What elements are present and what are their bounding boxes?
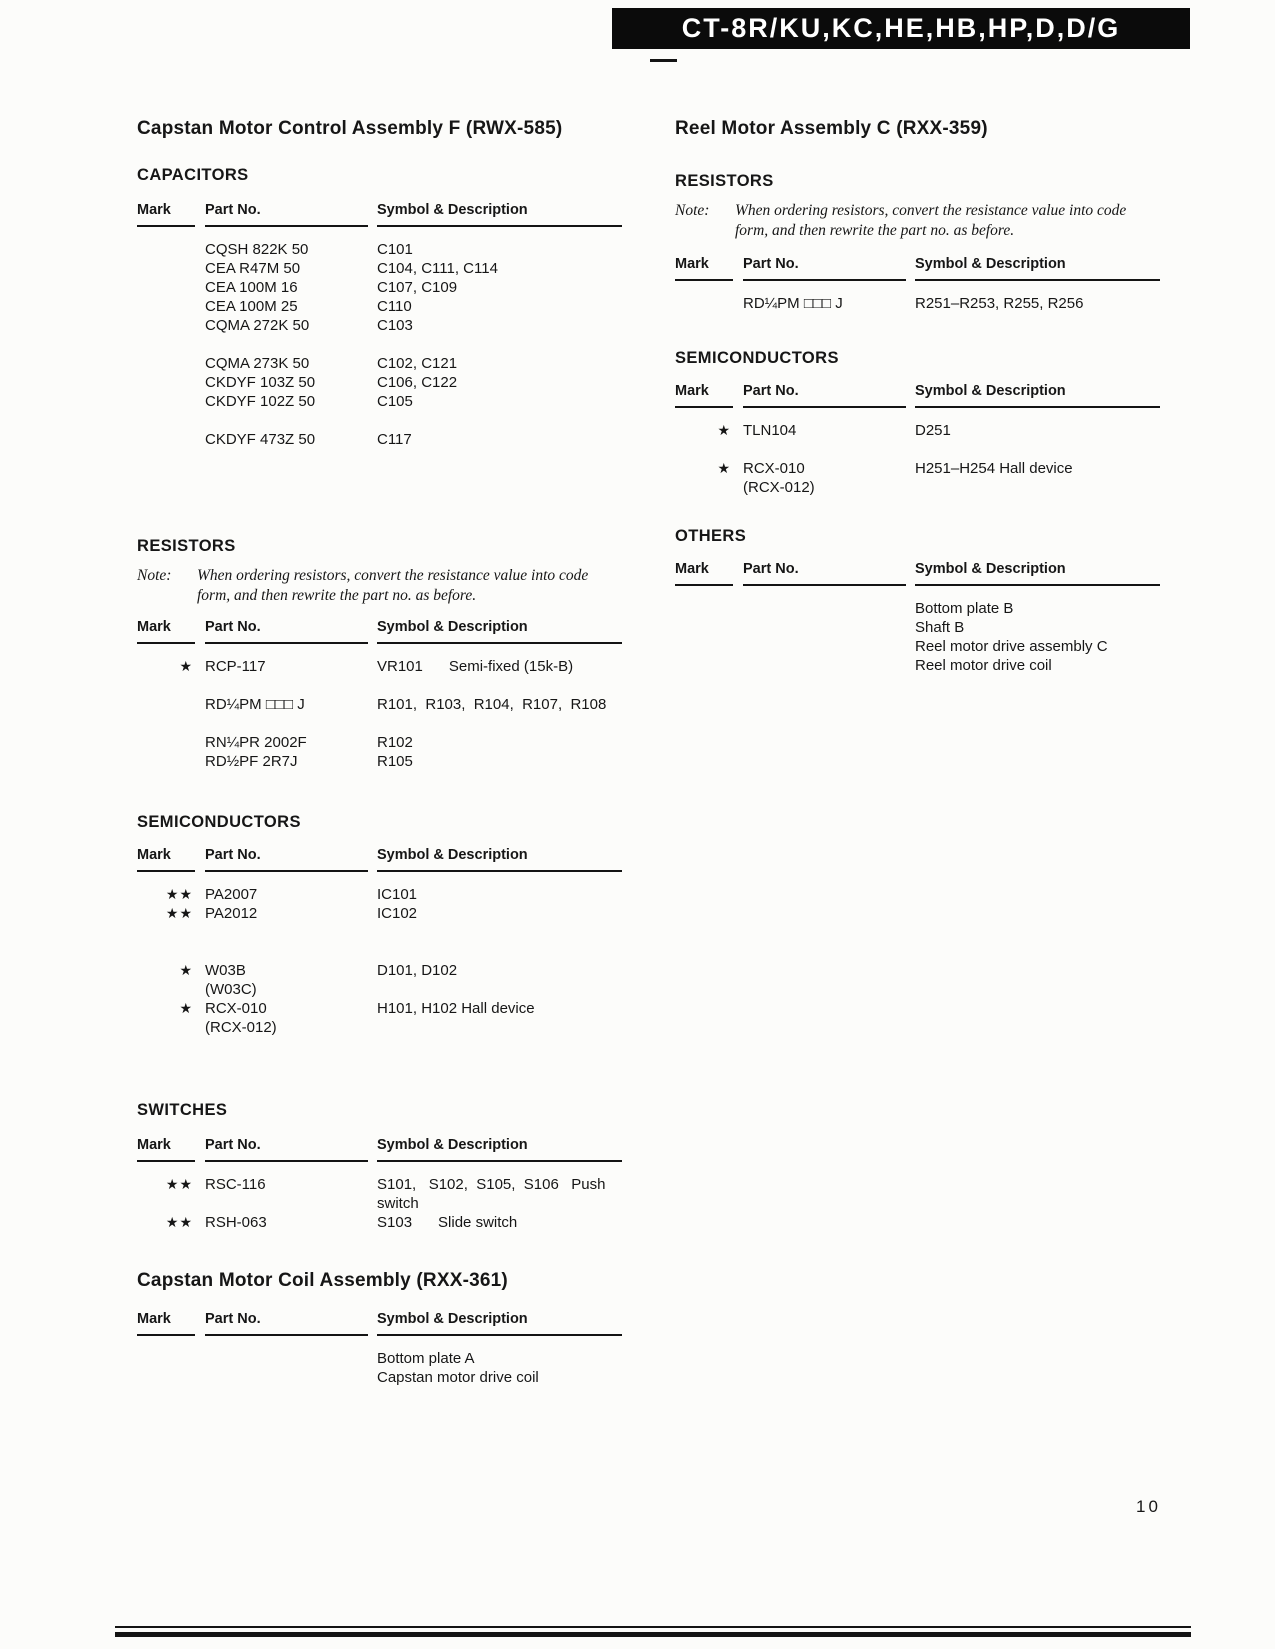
others-table <box>675 560 1187 675</box>
row-part-no: CKDYF 473Z 50 <box>205 431 316 448</box>
row-symbol: S101, S102, S105, S106 Push switch <box>377 1176 610 1212</box>
row-mark <box>137 297 205 316</box>
row-mark <box>137 430 205 449</box>
row-symbol: R101, R103, R104, R107, R108 <box>377 696 607 713</box>
col-symbol-description: Symbol & Description <box>377 1136 622 1162</box>
row-mark <box>137 1368 205 1387</box>
row-mark <box>137 259 205 278</box>
table-row <box>137 695 649 714</box>
row-part-no: CKDYF 102Z 50 <box>205 393 316 410</box>
row-symbol: Capstan motor drive coil <box>377 1369 539 1386</box>
table-row <box>675 421 1187 440</box>
col-part-no: Part No. <box>205 846 368 872</box>
col-part-no: Part No. <box>205 201 368 227</box>
row-desc <box>377 240 649 259</box>
table-row <box>137 961 649 999</box>
row-desc <box>377 904 649 923</box>
col-mark: Mark <box>137 846 195 872</box>
col-mark: Mark <box>675 255 733 281</box>
row-symbol: Reel motor drive coil <box>915 657 1052 674</box>
row-part <box>205 373 377 392</box>
row-symbol: Bottom plate A <box>377 1350 475 1367</box>
row-mark: ★ <box>717 460 731 476</box>
row-symbol: VR101 <box>377 658 423 675</box>
row-part <box>205 904 377 923</box>
row-part <box>205 354 377 373</box>
page-number: 10 <box>1136 1497 1161 1516</box>
row-symbol: C101 <box>377 241 413 258</box>
col-symbol-description: Symbol & Description <box>377 618 622 644</box>
row-part <box>205 657 377 676</box>
capacitors-heading: CAPACITORS <box>137 166 249 184</box>
table-row <box>675 656 1187 675</box>
switches-table <box>137 1136 649 1232</box>
row-desc <box>377 316 649 335</box>
table-row <box>675 637 1187 656</box>
row-part-alt: (W03C) <box>205 981 257 998</box>
switches-heading: SWITCHES <box>137 1101 228 1119</box>
row-mark: ★★ <box>165 1176 193 1192</box>
row-mark <box>137 240 205 259</box>
row-desc-note: Slide switch <box>438 1214 518 1231</box>
col-mark: Mark <box>675 560 733 586</box>
row-part <box>743 459 915 497</box>
left-column <box>137 118 649 1387</box>
model-header-bar <box>612 8 1190 49</box>
table-row <box>137 354 649 373</box>
row-part <box>205 1213 377 1232</box>
table-row <box>675 294 1187 313</box>
row-part <box>743 294 915 313</box>
row-part <box>205 240 377 259</box>
note-label: Note: <box>137 567 172 584</box>
right-column <box>675 118 1187 675</box>
semiconductors-heading: SEMICONDUCTORS <box>675 349 839 367</box>
row-part <box>205 1175 377 1213</box>
row-desc <box>377 885 649 904</box>
row-desc <box>377 1175 649 1213</box>
col-mark: Mark <box>137 1310 195 1336</box>
registration-dash <box>650 59 677 62</box>
row-symbol: C102, C121 <box>377 355 458 372</box>
row-part-no: CEA 100M 25 <box>205 298 298 315</box>
row-mark <box>675 599 743 618</box>
row-symbol: D101, D102 <box>377 962 458 979</box>
row-part-no: RCP-117 <box>205 658 266 675</box>
row-desc <box>377 259 649 278</box>
col-symbol-description: Symbol & Description <box>915 560 1160 586</box>
footer-rule-thin <box>115 1626 1191 1628</box>
row-symbol: IC102 <box>377 905 418 922</box>
row-symbol: R102 <box>377 734 413 751</box>
table-row <box>137 316 649 335</box>
row-symbol: C110 <box>377 298 412 315</box>
col-mark: Mark <box>137 201 195 227</box>
row-part-no: CQMA 273K 50 <box>205 355 310 372</box>
row-part-no: CQSH 822K 50 <box>205 241 309 258</box>
row-mark <box>137 392 205 411</box>
row-part <box>205 1368 377 1387</box>
row-part-no: W03B <box>205 962 246 979</box>
row-part-no: RSH-063 <box>205 1214 267 1231</box>
table-row <box>137 752 649 771</box>
table-row <box>137 1175 649 1213</box>
row-mark <box>137 733 205 752</box>
row-desc <box>915 618 1187 637</box>
table-row <box>137 278 649 297</box>
capacitors-table <box>137 201 649 449</box>
col-symbol-description: Symbol & Description <box>915 255 1160 281</box>
table-header <box>137 846 649 872</box>
row-mark: ★ <box>717 422 731 438</box>
row-part <box>205 961 377 999</box>
row-part-no: CEA R47M 50 <box>205 260 301 277</box>
row-desc <box>915 294 1187 313</box>
coil-assembly-table <box>137 1310 649 1387</box>
row-part-no: TLN104 <box>743 422 797 439</box>
row-symbol: D251 <box>915 422 951 439</box>
row-mark: ★★ <box>165 1214 193 1230</box>
resistor-note <box>675 201 1187 241</box>
table-header <box>675 560 1187 586</box>
row-desc <box>915 656 1187 675</box>
resistors-table <box>675 255 1187 313</box>
row-mark: ★ <box>179 658 193 674</box>
col-part-no: Part No. <box>205 618 368 644</box>
row-part-no: PA2007 <box>205 886 258 903</box>
row-symbol: C103 <box>377 317 413 334</box>
row-part <box>743 656 915 675</box>
table-row <box>137 1349 649 1368</box>
col-symbol-description: Symbol & Description <box>377 1310 622 1336</box>
col-part-no: Part No. <box>205 1136 368 1162</box>
row-part <box>205 392 377 411</box>
row-part <box>205 297 377 316</box>
row-mark: ★★ <box>165 886 193 902</box>
row-mark <box>137 1349 205 1368</box>
row-desc <box>377 657 649 676</box>
col-symbol-description: Symbol & Description <box>377 201 622 227</box>
table-row <box>137 430 649 449</box>
row-symbol: Shaft B <box>915 619 965 636</box>
row-part-no: RSC-116 <box>205 1176 266 1193</box>
row-mark <box>137 354 205 373</box>
row-desc <box>377 695 649 714</box>
row-part-no: RCX-010 <box>205 1000 267 1017</box>
row-mark: ★★ <box>165 905 193 921</box>
row-desc <box>377 999 649 1037</box>
row-desc <box>377 354 649 373</box>
row-desc-note: Semi-fixed (15k-B) <box>448 658 574 675</box>
row-part-alt: (RCX-012) <box>205 1019 277 1036</box>
row-part-no: RD¼PM □□□ J <box>205 696 305 713</box>
row-symbol: Reel motor drive assembly C <box>915 638 1108 655</box>
row-part-no: RD¼PM □□□ J <box>743 295 843 312</box>
row-mark <box>137 278 205 297</box>
row-part-no: RD½PF 2R7J <box>205 753 298 770</box>
semiconductors-heading: SEMICONDUCTORS <box>137 813 301 831</box>
row-symbol: R105 <box>377 753 413 770</box>
row-part <box>205 278 377 297</box>
row-symbol: C117 <box>377 431 412 448</box>
row-part <box>743 421 915 440</box>
table-header <box>137 618 649 644</box>
row-part-no: PA2012 <box>205 905 258 922</box>
row-part <box>205 999 377 1037</box>
row-symbol: Bottom plate B <box>915 600 1014 617</box>
row-desc <box>377 1349 649 1368</box>
semiconductors-table <box>137 846 649 1037</box>
table-row <box>137 392 649 411</box>
col-part-no: Part No. <box>743 560 906 586</box>
resistors-heading: RESISTORS <box>137 537 236 555</box>
row-part-alt: (RCX-012) <box>743 479 815 496</box>
row-part-no: CQMA 272K 50 <box>205 317 310 334</box>
table-row <box>137 297 649 316</box>
table-row <box>137 999 649 1037</box>
row-part-no: RCX-010 <box>743 460 805 477</box>
row-part <box>205 752 377 771</box>
note-text: When ordering resistors, convert the resistance value into code form, and then rewrite the part no. as before. <box>735 202 1127 239</box>
row-symbol: C107, C109 <box>377 279 458 296</box>
table-header <box>137 1310 649 1336</box>
assembly-title-capstan-coil: Capstan Motor Coil Assembly (RXX-361) <box>137 1270 508 1291</box>
row-part <box>205 1349 377 1368</box>
row-symbol: IC101 <box>377 886 418 903</box>
table-row <box>675 459 1187 497</box>
table-row <box>137 885 649 904</box>
row-mark: ★ <box>179 962 193 978</box>
row-desc <box>377 392 649 411</box>
row-mark <box>137 316 205 335</box>
row-desc <box>377 297 649 316</box>
table-row <box>137 240 649 259</box>
row-desc <box>377 1368 649 1387</box>
col-part-no: Part No. <box>743 255 906 281</box>
row-desc <box>377 752 649 771</box>
col-symbol-description: Symbol & Description <box>377 846 622 872</box>
note-label: Note: <box>675 202 710 219</box>
row-part <box>743 599 915 618</box>
row-part <box>743 637 915 656</box>
row-desc <box>377 961 649 999</box>
row-desc <box>377 430 649 449</box>
row-mark <box>137 695 205 714</box>
row-part <box>205 733 377 752</box>
row-mark <box>675 618 743 637</box>
row-desc <box>915 459 1187 497</box>
model-number-text: CT-8R/KU,KC,HE,HB,HP,D,D/G <box>681 13 1121 43</box>
col-mark: Mark <box>675 382 733 408</box>
row-part <box>205 316 377 335</box>
resistors-heading: RESISTORS <box>675 172 774 190</box>
table-row <box>137 1213 649 1232</box>
footer-rule-thick <box>115 1632 1191 1637</box>
row-symbol: S103 <box>377 1214 413 1231</box>
table-header <box>675 382 1187 408</box>
resistors-table <box>137 618 649 771</box>
row-desc <box>915 599 1187 618</box>
row-part <box>743 618 915 637</box>
assembly-title-reel-motor: Reel Motor Assembly C (RXX-359) <box>675 118 988 139</box>
row-part-no: RN¼PR 2002F <box>205 734 307 751</box>
col-symbol-description: Symbol & Description <box>915 382 1160 408</box>
row-symbol: H251–H254 Hall device <box>915 460 1073 477</box>
row-mark <box>137 752 205 771</box>
table-row <box>137 259 649 278</box>
row-desc <box>377 373 649 392</box>
col-part-no: Part No. <box>205 1310 368 1336</box>
row-part-no: CKDYF 103Z 50 <box>205 374 316 391</box>
table-header <box>137 201 649 227</box>
row-mark: ★ <box>179 1000 193 1016</box>
row-part-no: CEA 100M 16 <box>205 279 298 296</box>
col-mark: Mark <box>137 1136 195 1162</box>
row-part <box>205 695 377 714</box>
table-row <box>137 1368 649 1387</box>
row-desc <box>915 637 1187 656</box>
row-mark <box>137 373 205 392</box>
row-mark <box>675 656 743 675</box>
table-row <box>137 373 649 392</box>
table-row <box>137 657 649 676</box>
resistor-note <box>137 566 649 606</box>
others-heading: OTHERS <box>675 527 747 545</box>
row-symbol: R251–R253, R255, R256 <box>915 295 1084 312</box>
col-part-no: Part No. <box>743 382 906 408</box>
row-desc <box>377 278 649 297</box>
table-row <box>137 904 649 923</box>
table-header <box>137 1136 649 1162</box>
row-mark <box>675 637 743 656</box>
row-part <box>205 430 377 449</box>
note-text: When ordering resistors, convert the resistance value into code form, and then rewrite the part no. as before. <box>197 567 589 604</box>
row-desc <box>377 733 649 752</box>
row-part <box>205 885 377 904</box>
assembly-title-capstan-control: Capstan Motor Control Assembly F (RWX-585) <box>137 118 563 139</box>
row-symbol: H101, H102 Hall device <box>377 1000 535 1017</box>
row-mark <box>675 294 743 313</box>
table-row <box>675 618 1187 637</box>
row-symbol: C104, C111, C114 <box>377 260 498 277</box>
row-desc <box>915 421 1187 440</box>
table-header <box>675 255 1187 281</box>
row-symbol: C105 <box>377 393 413 410</box>
row-desc <box>377 1213 649 1232</box>
semiconductors-table <box>675 382 1187 497</box>
table-row <box>137 733 649 752</box>
row-part <box>205 259 377 278</box>
row-symbol: C106, C122 <box>377 374 458 391</box>
table-row <box>675 599 1187 618</box>
col-mark: Mark <box>137 618 195 644</box>
